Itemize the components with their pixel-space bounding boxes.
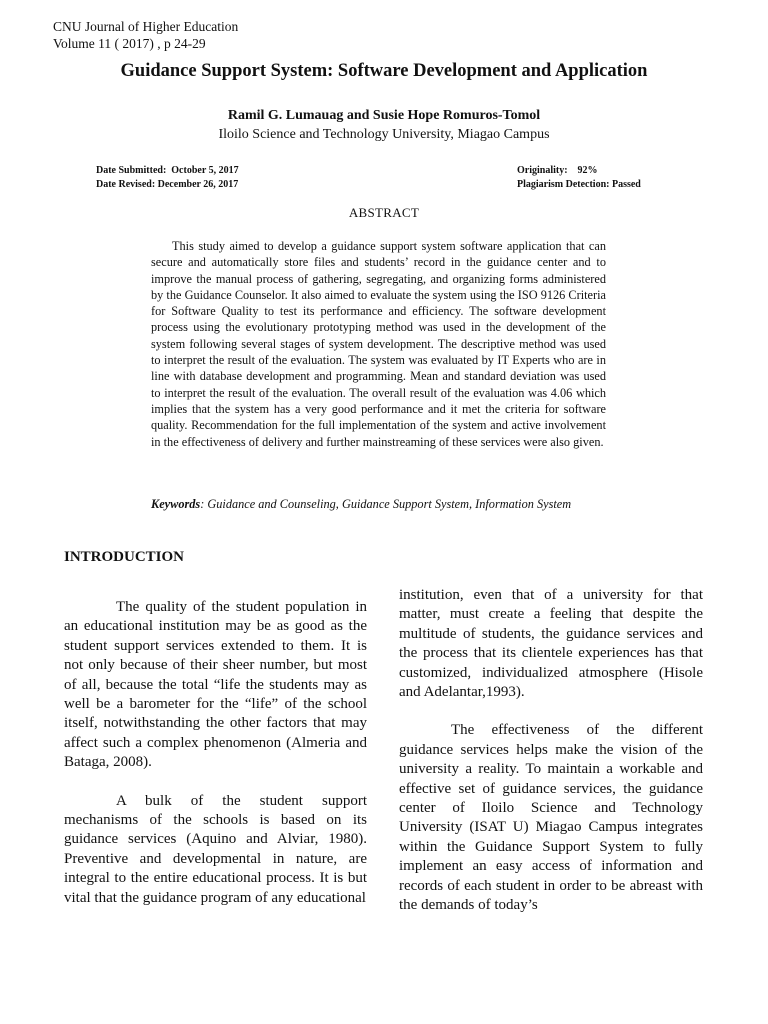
left-column [64,598,367,908]
journal-header [53,18,238,52]
paragraph: A bulk of the student support mechanisms of the schools is based on its guidance services (Aquino and Alviar, 1980). Preventive and developmental in nature, are integral to the entire educational process. It is but vital that the guidance program of any educational [64,792,367,906]
plagiarism-detection: Plagiarism Detection: Passed [517,179,641,190]
paragraph: institution, even that of a university for that matter, must create a feeling that despite the multitude of students, the guidance services and the process that its clientele experiences has that customized, individualized atmosphere (Hisole and Adelantar,1993). [399,587,703,701]
author-affiliation: Iloilo Science and Technology University, Miagao Campus [218,127,550,142]
originality-info [517,164,641,192]
originality: Originality: 92% [517,165,598,176]
abstract-heading: ABSTRACT [348,205,420,220]
date-submitted: Date Submitted: October 5, 2017 [96,165,239,176]
right-column [399,586,703,916]
keywords-text: : Guidance and Counseling, Guidance Support System, Information System [200,497,572,511]
date-revised: Date Revised: December 26, 2017 [96,179,239,190]
journal-name: CNU Journal of Higher Education [53,19,239,34]
author-block [0,106,768,144]
submission-dates [96,164,239,192]
author-names: Ramil G. Lumauag and Susie Hope Romuros-Tomol [227,108,541,123]
keywords [151,496,606,512]
paper-title: Guidance Support System: Software Development and Application [120,61,648,81]
introduction-heading: INTRODUCTION [64,549,185,565]
keywords-label: Keywords [151,497,201,511]
paragraph: The quality of the student population in an educational institution may be as good as the student support services extended to them. It is not only because of their sheer number, but most of all, because the total “life the students may as well be a barometer for the “life” of the school itself, notwithstanding the other factors that may affect such a complex phenomenon (Almeria and Bataga, 2008). [64,599,367,771]
abstract-text: This study aimed to develop a guidance support system software application that can secure and automatically store files and students’ record in the guidance center and to improve the manual process of gathering, segregating, and organizing forms administered by the Guidance Counselor. It also aimed to evaluate the system using the ISO 9126 Criteria for Software Quality to test its performance and efficiency. The software development process using the evolutionary prototyping method was used in the development of the system following several stages of system development. The descriptive method was used to interpret the result of the evaluation. The system was evaluated by IT Experts who are in line with database development and programming. Mean and standard deviation was used to interpret the result of the evaluation. The overall result of the evaluation was 4.06 which implies that the system has a very good performance and it met the criteria for software quality. Recommendation for the full implementation of the system and active involvement in the effectiveness of delivery and further mainstreaming of these services were also given. [151,239,606,449]
journal-volume: Volume 11 ( 2017) , p 24-29 [53,36,206,51]
paragraph: The effectiveness of the different guidance services helps make the vision of the university a reality. To maintain a workable and effective set of guidance services, the guidance center of Iloilo Science and Technology University (ISAT U) Miagao Campus integrates within the Guidance Support System to fully implement an easy access of information and records of each student in order to be abreast with the demands of today’s [399,722,703,914]
